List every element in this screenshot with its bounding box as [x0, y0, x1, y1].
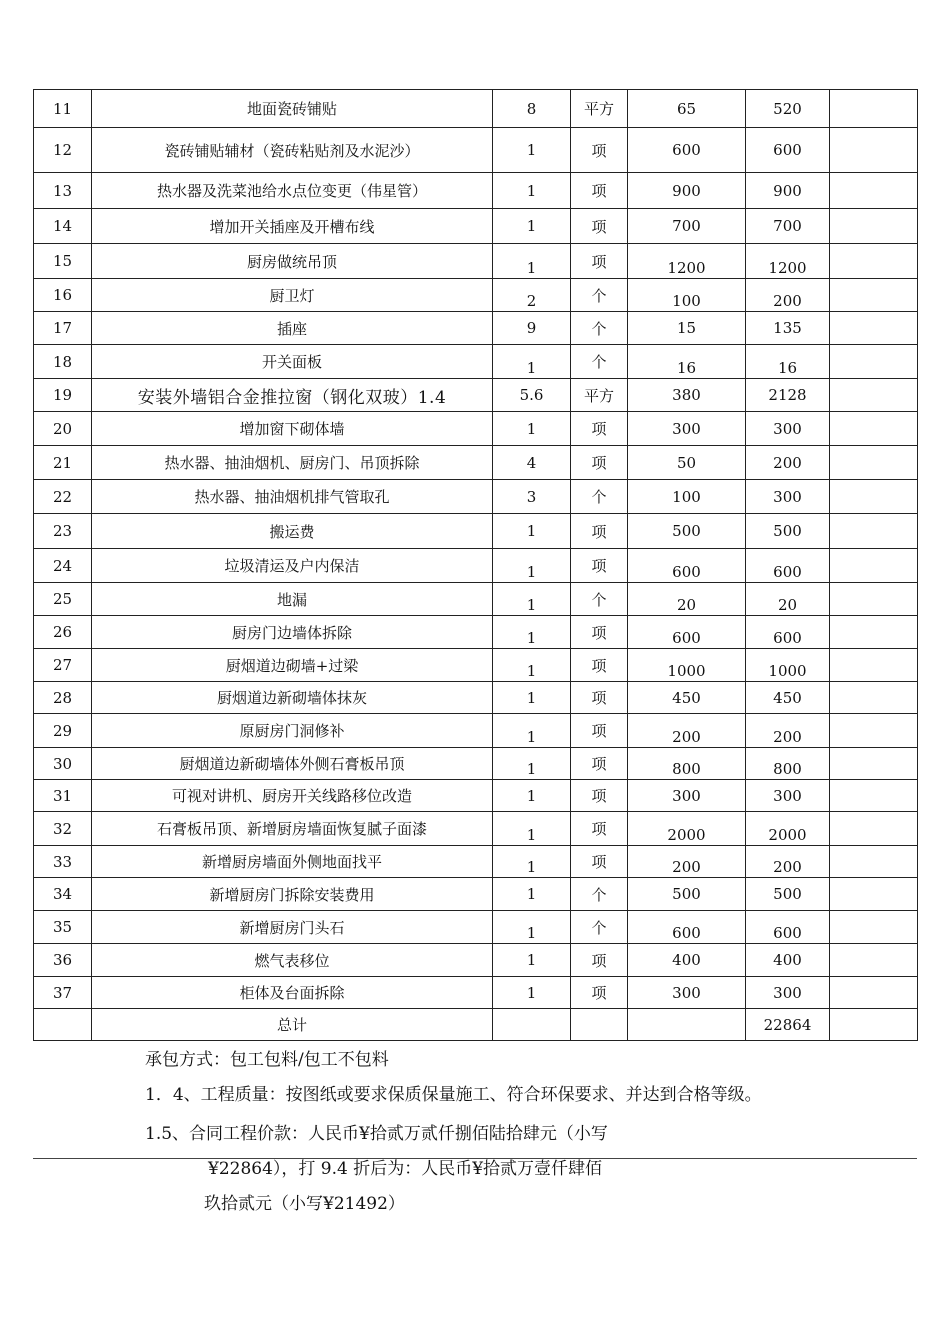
- unit-price-cell: [628, 1009, 746, 1041]
- item-description-cell: 石膏板吊顶、新增厨房墙面恢复腻子面漆: [92, 812, 493, 846]
- unit-cell: 个: [571, 345, 628, 379]
- row-number-cell: 20: [34, 412, 92, 446]
- item-description-cell: 新增厨房墙面外侧地面找平: [92, 846, 493, 878]
- unit-price-cell: 65: [628, 90, 746, 128]
- quantity-cell: 3: [493, 480, 571, 514]
- line-total-cell: 16: [746, 345, 830, 379]
- item-description-cell: 瓷砖铺贴辅材（瓷砖粘贴剂及水泥沙）: [92, 128, 493, 173]
- line-total-cell: 200: [746, 846, 830, 878]
- row-number-cell: 22: [34, 480, 92, 514]
- unit-price-cell: 100: [628, 279, 746, 312]
- line-total-cell: 2128: [746, 379, 830, 412]
- quotation-table-body: [34, 90, 918, 1041]
- remark-cell: [830, 412, 918, 446]
- line-total-cell: 700: [746, 209, 830, 244]
- unit-cell: 平方: [571, 379, 628, 412]
- item-description-cell: 热水器及洗菜池给水点位变更（伟星管）: [92, 173, 493, 209]
- table-row: [34, 846, 918, 878]
- unit-cell: 项: [571, 714, 628, 748]
- table-row: [34, 977, 918, 1009]
- remark-cell: [830, 514, 918, 549]
- unit-cell: 项: [571, 412, 628, 446]
- row-number-cell: [34, 1009, 92, 1041]
- remark-cell: [830, 312, 918, 345]
- row-number-cell: 17: [34, 312, 92, 345]
- remark-cell: [830, 977, 918, 1009]
- unit-cell: 项: [571, 682, 628, 714]
- unit-price-cell: 600: [628, 616, 746, 649]
- table-row: [34, 714, 918, 748]
- line-total-cell: 520: [746, 90, 830, 128]
- quantity-cell: 1: [493, 549, 571, 583]
- row-number-cell: 23: [34, 514, 92, 549]
- table-row: [34, 412, 918, 446]
- row-number-cell: 28: [34, 682, 92, 714]
- quantity-cell: 1: [493, 649, 571, 682]
- row-number-cell: 25: [34, 583, 92, 616]
- line-total-cell: 300: [746, 480, 830, 514]
- row-number-cell: 11: [34, 90, 92, 128]
- line-total-cell: 300: [746, 780, 830, 812]
- table-row: [34, 345, 918, 379]
- table-row: [34, 90, 918, 128]
- item-description-cell: 增加开关插座及开槽布线: [92, 209, 493, 244]
- item-description-cell: 地漏: [92, 583, 493, 616]
- unit-cell: 项: [571, 780, 628, 812]
- line-total-cell: 450: [746, 682, 830, 714]
- table-row: [34, 911, 918, 944]
- price-clause-line1: 1.5、合同工程价款：人民币¥拾贰万贰仟捌佰陆拾肆元（小写: [145, 1124, 608, 1144]
- price-clause-line3: 玖拾贰元（小写¥21492）: [204, 1194, 405, 1214]
- quantity-cell: [493, 1009, 571, 1041]
- table-row: [34, 748, 918, 780]
- remark-cell: [830, 1009, 918, 1041]
- quantity-cell: 1: [493, 846, 571, 878]
- table-row: [34, 279, 918, 312]
- table-row: [34, 446, 918, 480]
- table-row: [34, 379, 918, 412]
- row-number-cell: 34: [34, 878, 92, 911]
- line-total-cell: 200: [746, 446, 830, 480]
- row-number-cell: 33: [34, 846, 92, 878]
- line-total-cell: 900: [746, 173, 830, 209]
- divider-line: [33, 1158, 917, 1159]
- unit-cell: 项: [571, 812, 628, 846]
- quantity-cell: 5.6: [493, 379, 571, 412]
- price-clause-line2: ¥22864），打 9.4 折后为：人民币¥拾贰万壹仟肆佰: [208, 1159, 603, 1179]
- row-number-cell: 31: [34, 780, 92, 812]
- line-total-cell: 600: [746, 549, 830, 583]
- table-row: [34, 649, 918, 682]
- quality-clause: 1．4、工程质量：按图纸或要求保质保量施工、符合环保要求、并达到合格等级。: [145, 1085, 762, 1105]
- unit-price-cell: 500: [628, 878, 746, 911]
- total-row: [34, 1009, 918, 1041]
- unit-price-cell: 50: [628, 446, 746, 480]
- remark-cell: [830, 780, 918, 812]
- item-description-cell: 插座: [92, 312, 493, 345]
- line-total-cell: 200: [746, 279, 830, 312]
- line-total-cell: 1200: [746, 244, 830, 279]
- unit-cell: 个: [571, 583, 628, 616]
- unit-cell: 项: [571, 649, 628, 682]
- item-description-cell: 厨房做统吊顶: [92, 244, 493, 279]
- row-number-cell: 29: [34, 714, 92, 748]
- quantity-cell: 1: [493, 345, 571, 379]
- row-number-cell: 21: [34, 446, 92, 480]
- quantity-cell: 1: [493, 583, 571, 616]
- row-number-cell: 26: [34, 616, 92, 649]
- item-description-cell: 新增厨房门头石: [92, 911, 493, 944]
- unit-cell: 项: [571, 446, 628, 480]
- remark-cell: [830, 209, 918, 244]
- row-number-cell: 37: [34, 977, 92, 1009]
- quantity-cell: 1: [493, 944, 571, 977]
- item-description-cell: 安装外墙铝合金推拉窗（钢化双玻）1.4: [92, 379, 493, 412]
- line-total-cell: 600: [746, 128, 830, 173]
- table-row: [34, 878, 918, 911]
- remark-cell: [830, 446, 918, 480]
- quantity-cell: 9: [493, 312, 571, 345]
- remark-cell: [830, 812, 918, 846]
- quantity-cell: 1: [493, 780, 571, 812]
- item-description-cell: 垃圾清运及户内保洁: [92, 549, 493, 583]
- line-total-cell: 20: [746, 583, 830, 616]
- unit-cell: 个: [571, 312, 628, 345]
- row-number-cell: 18: [34, 345, 92, 379]
- unit-price-cell: 400: [628, 944, 746, 977]
- item-description-cell: 搬运费: [92, 514, 493, 549]
- row-number-cell: 14: [34, 209, 92, 244]
- unit-price-cell: 300: [628, 412, 746, 446]
- row-number-cell: 12: [34, 128, 92, 173]
- item-description-cell: 厨烟道边砌墙+过梁: [92, 649, 493, 682]
- remark-cell: [830, 128, 918, 173]
- remark-cell: [830, 90, 918, 128]
- table-row: [34, 616, 918, 649]
- item-description-cell: 厨烟道边新砌墙体外侧石膏板吊顶: [92, 748, 493, 780]
- remark-cell: [830, 649, 918, 682]
- quantity-cell: 1: [493, 714, 571, 748]
- remark-cell: [830, 279, 918, 312]
- row-number-cell: 24: [34, 549, 92, 583]
- unit-price-cell: 1000: [628, 649, 746, 682]
- unit-price-cell: 380: [628, 379, 746, 412]
- row-number-cell: 19: [34, 379, 92, 412]
- unit-cell: 项: [571, 549, 628, 583]
- unit-cell: 项: [571, 846, 628, 878]
- unit-price-cell: 2000: [628, 812, 746, 846]
- remark-cell: [830, 244, 918, 279]
- unit-cell: 项: [571, 128, 628, 173]
- item-description-cell: 增加窗下砌体墙: [92, 412, 493, 446]
- item-description-cell: 厨烟道边新砌墙体抹灰: [92, 682, 493, 714]
- row-number-cell: 13: [34, 173, 92, 209]
- unit-cell: 项: [571, 244, 628, 279]
- quantity-cell: 1: [493, 748, 571, 780]
- unit-price-cell: 450: [628, 682, 746, 714]
- unit-price-cell: 600: [628, 549, 746, 583]
- item-description-cell: 开关面板: [92, 345, 493, 379]
- unit-price-cell: 900: [628, 173, 746, 209]
- item-description-cell: 新增厨房门拆除安装费用: [92, 878, 493, 911]
- unit-cell: 个: [571, 480, 628, 514]
- unit-cell: 项: [571, 748, 628, 780]
- unit-price-cell: 16: [628, 345, 746, 379]
- line-total-cell: 200: [746, 714, 830, 748]
- item-description-cell: 可视对讲机、厨房开关线路移位改造: [92, 780, 493, 812]
- line-total-cell: 800: [746, 748, 830, 780]
- unit-cell: 平方: [571, 90, 628, 128]
- unit-cell: 个: [571, 878, 628, 911]
- remark-cell: [830, 345, 918, 379]
- quantity-cell: 8: [493, 90, 571, 128]
- unit-cell: 项: [571, 616, 628, 649]
- item-description-cell: 柜体及台面拆除: [92, 977, 493, 1009]
- unit-price-cell: 100: [628, 480, 746, 514]
- remark-cell: [830, 480, 918, 514]
- unit-price-cell: 200: [628, 846, 746, 878]
- table-row: [34, 173, 918, 209]
- remark-cell: [830, 748, 918, 780]
- table-row: [34, 514, 918, 549]
- unit-price-cell: 20: [628, 583, 746, 616]
- table-row: [34, 583, 918, 616]
- quantity-cell: 4: [493, 446, 571, 480]
- table-row: [34, 480, 918, 514]
- table-row: [34, 128, 918, 173]
- quantity-cell: 1: [493, 682, 571, 714]
- remark-cell: [830, 944, 918, 977]
- remark-cell: [830, 583, 918, 616]
- line-total-cell: 2000: [746, 812, 830, 846]
- item-description-cell: 燃气表移位: [92, 944, 493, 977]
- row-number-cell: 16: [34, 279, 92, 312]
- table-row: [34, 209, 918, 244]
- unit-price-cell: 600: [628, 911, 746, 944]
- unit-price-cell: 300: [628, 780, 746, 812]
- line-total-cell: 1000: [746, 649, 830, 682]
- line-total-cell: 500: [746, 878, 830, 911]
- quantity-cell: 1: [493, 878, 571, 911]
- unit-price-cell: 800: [628, 748, 746, 780]
- table-row: [34, 944, 918, 977]
- table-row: [34, 780, 918, 812]
- item-description-cell: 热水器、抽油烟机排气管取孔: [92, 480, 493, 514]
- item-description-cell: 厨卫灯: [92, 279, 493, 312]
- unit-price-cell: 1200: [628, 244, 746, 279]
- unit-cell: [571, 1009, 628, 1041]
- remark-cell: [830, 616, 918, 649]
- line-total-cell: 600: [746, 911, 830, 944]
- remark-cell: [830, 549, 918, 583]
- quantity-cell: 1: [493, 209, 571, 244]
- table-row: [34, 312, 918, 345]
- unit-price-cell: 700: [628, 209, 746, 244]
- unit-price-cell: 600: [628, 128, 746, 173]
- unit-cell: 项: [571, 944, 628, 977]
- unit-cell: 项: [571, 514, 628, 549]
- remark-cell: [830, 911, 918, 944]
- quotation-table: [33, 89, 918, 1041]
- item-description-cell: 总计: [92, 1009, 493, 1041]
- unit-cell: 个: [571, 279, 628, 312]
- line-total-cell: 400: [746, 944, 830, 977]
- table-row: [34, 244, 918, 279]
- row-number-cell: 32: [34, 812, 92, 846]
- table-row: [34, 812, 918, 846]
- line-total-cell: 22864: [746, 1009, 830, 1041]
- unit-cell: 项: [571, 977, 628, 1009]
- item-description-cell: 热水器、抽油烟机、厨房门、吊顶拆除: [92, 446, 493, 480]
- unit-cell: 个: [571, 911, 628, 944]
- remark-cell: [830, 379, 918, 412]
- quantity-cell: 1: [493, 977, 571, 1009]
- item-description-cell: 原厨房门洞修补: [92, 714, 493, 748]
- unit-cell: 项: [571, 173, 628, 209]
- unit-price-cell: 200: [628, 714, 746, 748]
- unit-price-cell: 300: [628, 977, 746, 1009]
- line-total-cell: 300: [746, 412, 830, 446]
- unit-cell: 项: [571, 209, 628, 244]
- quantity-cell: 1: [493, 911, 571, 944]
- remark-cell: [830, 878, 918, 911]
- line-total-cell: 300: [746, 977, 830, 1009]
- line-total-cell: 500: [746, 514, 830, 549]
- item-description-cell: 厨房门边墙体拆除: [92, 616, 493, 649]
- line-total-cell: 600: [746, 616, 830, 649]
- quantity-cell: 1: [493, 412, 571, 446]
- line-total-cell: 135: [746, 312, 830, 345]
- unit-price-cell: 500: [628, 514, 746, 549]
- quantity-cell: 2: [493, 279, 571, 312]
- quantity-cell: 1: [493, 244, 571, 279]
- remark-cell: [830, 682, 918, 714]
- quantity-cell: 1: [493, 616, 571, 649]
- contract-mode-text: 承包方式：包工包料/包工不包料: [145, 1050, 389, 1070]
- quantity-cell: 1: [493, 173, 571, 209]
- quantity-cell: 1: [493, 128, 571, 173]
- row-number-cell: 35: [34, 911, 92, 944]
- unit-price-cell: 15: [628, 312, 746, 345]
- remark-cell: [830, 173, 918, 209]
- row-number-cell: 30: [34, 748, 92, 780]
- quantity-cell: 1: [493, 812, 571, 846]
- remark-cell: [830, 846, 918, 878]
- table-row: [34, 682, 918, 714]
- remark-cell: [830, 714, 918, 748]
- table-row: [34, 549, 918, 583]
- row-number-cell: 36: [34, 944, 92, 977]
- quantity-cell: 1: [493, 514, 571, 549]
- row-number-cell: 15: [34, 244, 92, 279]
- item-description-cell: 地面瓷砖铺贴: [92, 90, 493, 128]
- row-number-cell: 27: [34, 649, 92, 682]
